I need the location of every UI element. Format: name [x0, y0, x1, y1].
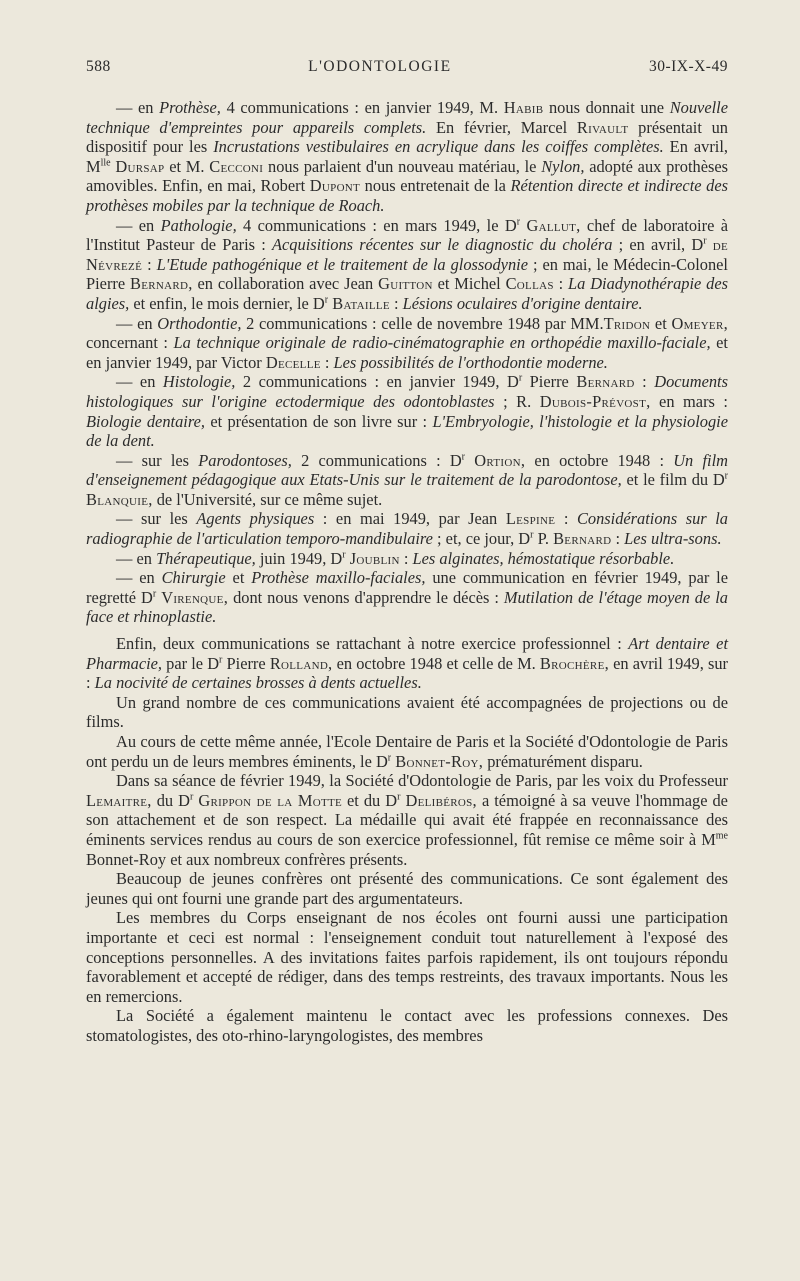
author-name: Dubois-Prévost,: [539, 391, 651, 411]
italic-text: Agents physiques: [196, 509, 315, 529]
text-run: et enfin, le mois dernier, le D: [129, 293, 325, 313]
text-run: 2 communications : D: [291, 450, 462, 470]
author-name: Rolland,: [269, 653, 333, 673]
text-run: — en: [116, 568, 162, 588]
superscript: r: [518, 372, 523, 384]
text-run: et présentation de son livre sur :: [204, 411, 433, 431]
text-run: 4 communications : en janvier 1949, M.: [220, 98, 504, 117]
author-name: Habib: [503, 98, 544, 117]
author-name: de Névrezé: [86, 235, 728, 274]
text-run: nous donnait une: [543, 98, 670, 117]
author-name: Lespine: [505, 509, 556, 529]
author-name: Dupont: [309, 176, 361, 196]
text-run: Pierre: [522, 372, 577, 392]
author-name: Decelle: [265, 352, 321, 372]
text-run: — en: [116, 372, 163, 392]
text-run: concernant :: [86, 333, 174, 353]
text-run: Un grand nombre de ces communications avaient été accompagnées de projections ou de films.: [86, 692, 728, 732]
text-run: :: [320, 352, 334, 372]
text-run: en mars :: [650, 391, 728, 411]
paragraph: [86, 451, 728, 510]
italic-text: Art dentaire et Pharmacie,: [86, 634, 728, 673]
text-run: :: [555, 509, 577, 529]
author-name: Virenque,: [161, 587, 229, 607]
paragraph: [86, 869, 728, 908]
text-run: Bonnet-Roy et aux nombreux confrères présents.: [86, 849, 408, 869]
italic-text: L'Etude pathogénique et le traitement de la glossodynie: [156, 254, 528, 274]
text-run: :: [142, 254, 157, 274]
paragraph: [86, 568, 728, 627]
text-run: et en janvier 1949, par Victor: [86, 333, 728, 372]
paragraph: [86, 98, 728, 216]
superscript: r: [324, 294, 329, 306]
text-run: — en: [116, 313, 158, 333]
running-head: [86, 58, 728, 76]
italic-text: Rétention directe et indirecte des prothèses mobiles par la technique de Roach.: [86, 176, 728, 215]
superscript: r: [724, 470, 728, 482]
text-run: Pierre: [222, 653, 270, 673]
author-name: Bataille: [332, 293, 390, 313]
paragraph: [86, 372, 728, 450]
text-run: et: [650, 313, 672, 333]
paragraph: [86, 1006, 728, 1045]
text-run: Les membres du Corps enseignant de nos écoles ont fourni aussi une participation importante et ceci est normal : l'enseignement conduit tout naturellement à l'exposé des conceptions personnelles. A des invitations faites parfois rapidement, ils ont toujours répondu favorablement et accepté de rédiger, dans des temps restreints, des travaux importants. Nous les en remercions.: [86, 908, 728, 1006]
author-name: Ortion,: [474, 450, 526, 470]
text-run: et: [225, 568, 252, 588]
paragraph: [86, 693, 728, 732]
author-name: Gallut,: [526, 215, 581, 235]
text-run: nous entretenait de la: [360, 176, 511, 196]
paragraph: [86, 634, 728, 693]
superscript: r: [703, 235, 707, 247]
author-name: Lemaitre,: [86, 790, 152, 810]
text-run: et Michel: [432, 274, 506, 294]
italic-text: Lésions oculaires d'origine dentaire.: [402, 293, 643, 313]
text-run: La Société a également maintenu le contact avec les professions connexes. Des stomatologistes, des oto-rhino-laryngologistes, des membres: [86, 1006, 728, 1045]
issue-date: 30-IX-X-49: [648, 58, 728, 75]
italic-text: Les ultra-sons.: [624, 529, 722, 549]
italic-text: Histologie,: [162, 372, 236, 392]
superscript: r: [342, 549, 346, 561]
italic-text: Prothèse maxillo-faciales,: [251, 568, 426, 588]
author-name: Dursap: [115, 156, 165, 176]
italic-text: Thérapeutique,: [156, 548, 256, 568]
author-name: Grippon de la Motte: [198, 790, 342, 810]
text-run: — sur les: [116, 509, 197, 529]
text-run: présentait un dispositif pour les: [86, 117, 728, 157]
text-run: 4 communications : en mars 1949, le D: [236, 215, 517, 235]
text-run: — en: [116, 215, 161, 235]
italic-text: La Diadynothérapie des algies,: [86, 274, 728, 313]
paragraph: [86, 732, 728, 771]
author-name: Delibéros,: [405, 790, 477, 810]
author-name: Blanquie,: [86, 489, 153, 509]
text-run: :: [611, 529, 625, 549]
text-run: Enfin, deux communications se rattachant à notre exercice professionnel :: [116, 634, 629, 654]
text-run: par le D: [162, 653, 220, 673]
author-name: Rivault: [576, 117, 629, 137]
text-run: ; et, ce jour, D: [432, 529, 531, 549]
superscript: r: [387, 752, 392, 764]
text-run: ; en mai, le Médecin-Colonel Pierre: [86, 254, 728, 294]
text-run: :: [634, 372, 655, 392]
author-name: Bernard: [576, 372, 635, 392]
text-run: :: [399, 548, 413, 568]
text-run: nous parlaient d'un nouveau matériau, le: [263, 156, 542, 176]
author-name: Omeyer,: [671, 313, 728, 333]
text-run: du D: [151, 790, 190, 810]
italic-text: Considérations sur la radiographie de l'articulation temporo-mandibulaire: [86, 509, 728, 549]
text-run: ; en avril, D: [612, 235, 704, 255]
author-name: Bernard,: [130, 274, 193, 294]
italic-text: Acquisitions récentes sur le diagnostic du choléra: [272, 235, 613, 255]
journal-title: L'ODONTOLOGIE: [308, 58, 452, 75]
text-run: une communication en février 1949, par le regretté D: [86, 568, 728, 607]
italic-text: Nouvelle technique d'empreintes pour appareils complets.: [86, 98, 728, 137]
italic-text: La technique originale de radio-cinématographie en orthopédie maxillo-faciale,: [173, 333, 711, 353]
text-run: juin 1949, D: [255, 548, 343, 568]
superscript: r: [516, 216, 521, 228]
text-run: P.: [533, 529, 554, 549]
superscript: lle: [100, 157, 111, 169]
text-run: et du D: [342, 790, 398, 810]
author-name: Guitton: [378, 274, 433, 294]
author-name: Tridon: [603, 313, 651, 333]
superscript: r: [219, 654, 223, 666]
italic-text: Biologie dentaire,: [86, 411, 205, 431]
text-run: ; R.: [494, 391, 540, 411]
author-name: Joublin: [349, 548, 400, 568]
italic-text: Pathologie,: [160, 215, 237, 235]
text-run: en collaboration avec Jean: [192, 274, 379, 294]
author-name: Bonnet-Roy,: [395, 751, 484, 771]
article-body: [86, 98, 728, 1046]
text-run: Beaucoup de jeunes confrères ont présenté des communications. Ce sont également des jeunes qui ont fourni une grande part des argumentateurs.: [86, 869, 728, 908]
italic-text: Les possibilités de l'orthodontie moderne.: [333, 352, 608, 372]
italic-text: Orthodontie,: [157, 313, 242, 333]
text-run: : en mai 1949, par Jean: [314, 509, 506, 529]
paragraph: [86, 509, 728, 548]
author-name: Bernard: [553, 529, 612, 549]
italic-text: Mutilation de l'étage moyen de la face et rhinoplastie.: [86, 587, 728, 627]
text-run: chef de laboratoire à l'Institut Pasteur de Paris :: [86, 215, 729, 255]
text-run: en octobre 1948 et celle de M.: [332, 653, 540, 673]
text-run: et M.: [164, 156, 210, 176]
text-run: En février, Marcel: [426, 117, 577, 137]
text-run: — en: [116, 548, 157, 568]
text-run: adopté aux prothèses amovibles. Enfin, en mai, Robert: [86, 156, 728, 196]
superscript: r: [152, 588, 157, 600]
italic-text: Les alginates, hémostatique résorbable.: [412, 548, 675, 568]
text-run: Au cours de cette même année, l'Ecole Dentaire de Paris et la Société d'Odontologie de Paris ont perdu un de leurs membres éminents, le D: [86, 732, 728, 771]
italic-text: La nocivité de certaines brosses à dents actuelles.: [94, 673, 422, 693]
superscript: me: [715, 830, 728, 842]
text-run: en octobre 1948 :: [525, 450, 674, 470]
paragraph: [86, 549, 728, 569]
text-run: et le film du D: [621, 470, 725, 490]
text-run: a témoigné à sa veuve l'hommage de son attachement et de son respect. La médaille qui avait été frappée en reconnaissance des éminents services rendus au cours de son exercice professionnel, fût remise ce même soir à M: [86, 790, 728, 849]
text-run: de l'Université, sur ce même sujet.: [152, 489, 383, 509]
text-run: 2 communications : en janvier 1949, D: [235, 372, 519, 392]
text-run: En avril, M: [86, 137, 729, 176]
text-run: 2 communications : celle de novembre 1948 par MM.: [241, 313, 604, 333]
text-run: — en: [116, 98, 160, 117]
paragraph: [86, 771, 728, 869]
text-run: en avril 1949, sur :: [86, 653, 728, 693]
text-run: Dans sa séance de février 1949, la Société d'Odontologie de Paris, par les voix du Professeur: [116, 771, 728, 791]
paragraph: [86, 314, 728, 373]
superscript: r: [189, 791, 194, 803]
text-run: dont nous venons d'apprendre le décès :: [228, 587, 504, 607]
italic-text: Chirurgie: [161, 568, 226, 588]
paragraph: [86, 216, 728, 314]
italic-text: Prothèse,: [159, 98, 221, 117]
text-run: :: [553, 274, 569, 294]
superscript: r: [530, 529, 534, 541]
italic-text: Parodontoses,: [198, 450, 292, 470]
italic-text: Incrustations vestibulaires en acrylique dans les coiffes complètes.: [213, 137, 664, 157]
superscript: r: [397, 791, 401, 803]
author-name: Collas: [505, 274, 554, 294]
author-name: Brochère,: [539, 653, 609, 673]
italic-text: Nylon,: [541, 156, 585, 176]
italic-text: Un film d'enseignement pédagogique aux Etats-Unis sur le traitement de la parodontose,: [86, 450, 728, 490]
paragraph: [86, 908, 728, 1006]
superscript: r: [461, 451, 466, 463]
author-name: Cecconi: [209, 156, 264, 176]
page-number: 588: [86, 58, 111, 75]
text-run: — sur les: [116, 450, 199, 470]
italic-text: L'Embryologie, l'histologie et la physiologie de la dent.: [86, 411, 728, 451]
italic-text: Documents histologiques sur l'origine ectodermique des odontoblastes: [86, 372, 728, 411]
text-run: :: [389, 293, 403, 313]
text-run: [465, 451, 474, 470]
text-run: prématurément disparu.: [483, 751, 643, 771]
